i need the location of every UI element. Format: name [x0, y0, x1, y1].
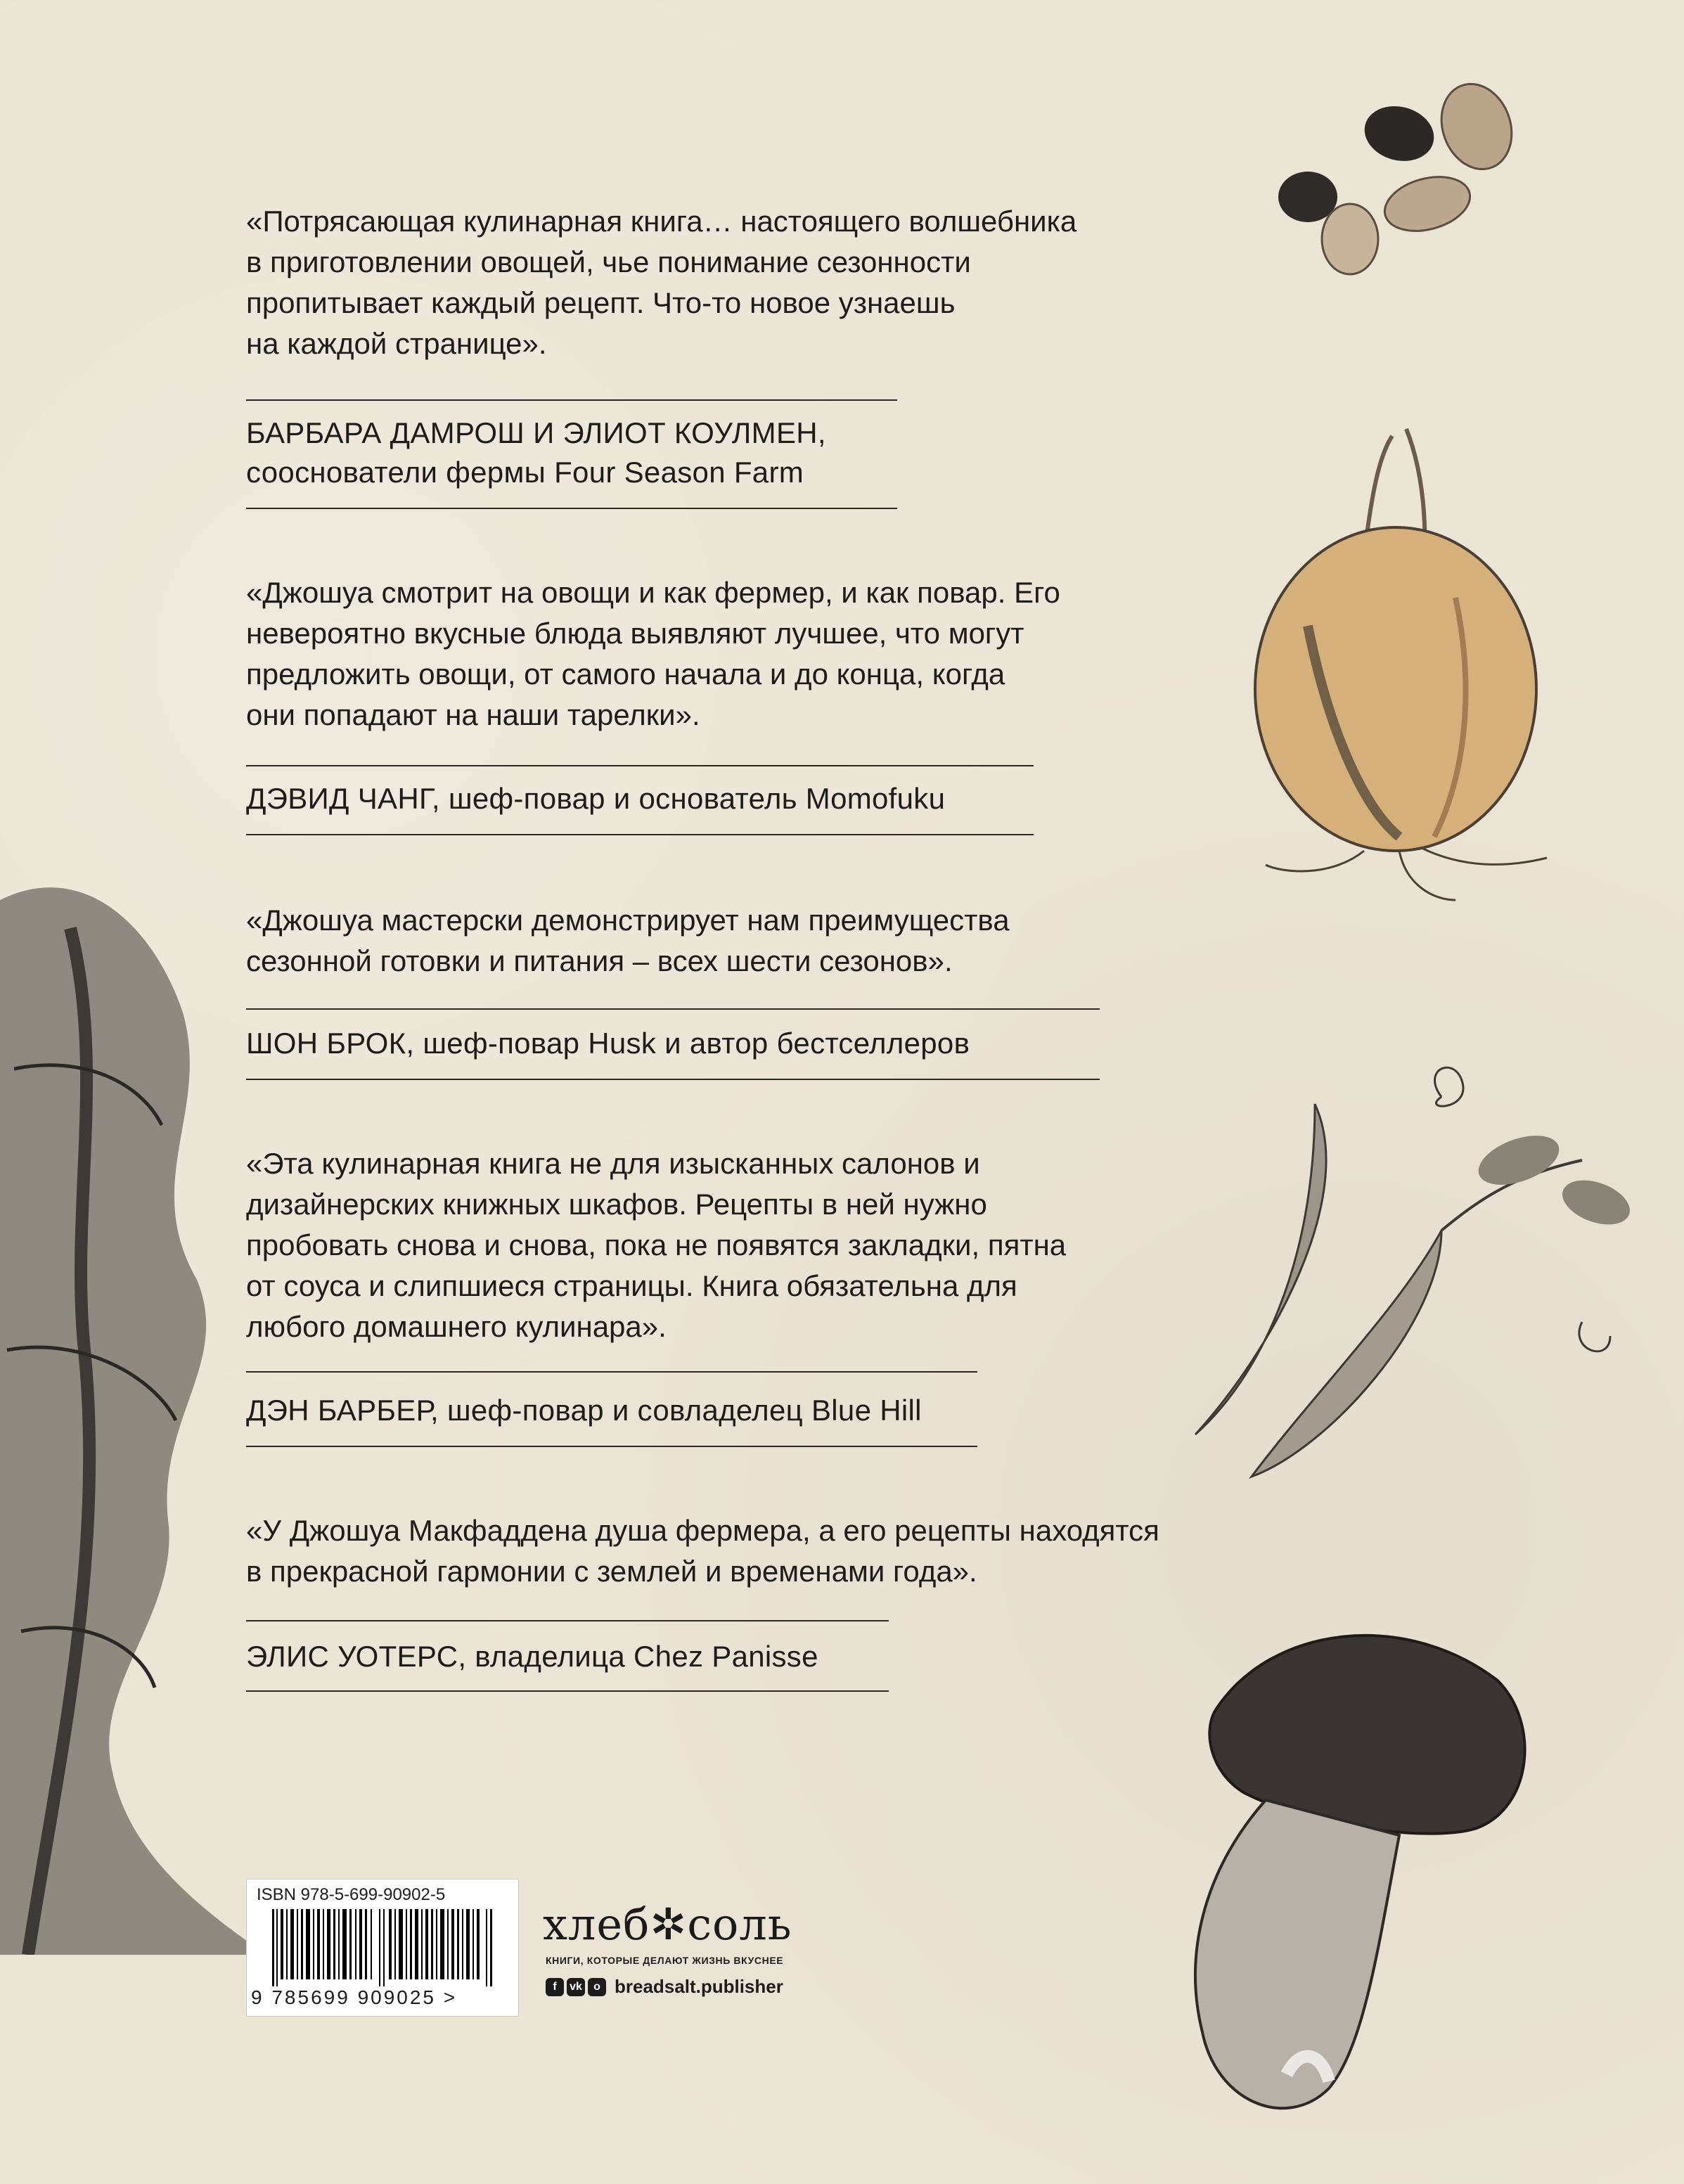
vk-icon[interactable]: vk: [567, 1978, 585, 1996]
barcode-number: 9 785699 909025 >: [251, 1986, 458, 2008]
publisher-logo: хлеб✲соль: [543, 1899, 792, 1950]
divider-rule: [246, 1008, 1100, 1010]
attribution: ДЭН БАРБЕР, шеф-повар и совладелец Blue Hill: [246, 1394, 922, 1427]
onion-illustration: [1223, 415, 1596, 907]
quote-text: «Эта кулинарная книга не для изысканных салонов и дизайнерских книжных шкафов. Рецепты в ней нужно пробовать снова и снова, пока не появятся закладки, пятна от соуса и слипшиеся страницы. Книга обязательна для любого домашнего кулинара».: [246, 1147, 1067, 1343]
divider-rule: [246, 1446, 977, 1447]
facebook-icon[interactable]: f: [546, 1978, 564, 1996]
barcode-bars: [272, 1909, 497, 1986]
social-links: [546, 1976, 783, 1998]
odnoklassniki-icon[interactable]: o: [588, 1978, 606, 1996]
mushroom-illustration: [1104, 1596, 1561, 2138]
beans-illustration: [1238, 70, 1533, 302]
attribution: ШОН БРОК, шеф-повар Husk и автор бестселлеров: [246, 1027, 970, 1060]
attribution: БАРБАРА ДАМРОШ И ЭЛИОТ КОУЛМЕН, сооснователи фермы Four Season Farm: [246, 416, 826, 489]
divider-rule: [246, 1620, 889, 1621]
divider-rule: [246, 834, 1034, 835]
divider-rule: [246, 1690, 889, 1692]
quote-text: «У Джошуа Макфаддена душа фермера, а его рецепты находятся в прекрасной гармонии с землей и временами года».: [246, 1514, 1159, 1588]
publisher-tagline: КНИГИ, КОТОРЫЕ ДЕЛАЮТ ЖИЗНЬ ВКУСНЕЕ: [546, 1955, 784, 1966]
divider-rule: [246, 508, 897, 509]
attribution: ДЭВИД ЧАНГ, шеф-повар и основатель Momofuku: [246, 782, 946, 815]
isbn-label: ISBN 978-5-699-90902-5: [257, 1885, 446, 1904]
divider-rule: [246, 765, 1034, 766]
peas-illustration: [1188, 1055, 1652, 1491]
social-handle[interactable]: breadsalt.publisher: [615, 1976, 783, 1997]
quote-text: «Джошуа смотрит на овощи и как фермер, и как повар. Его невероятно вкусные блюда выявляют лучшее, что могут предложить овощи, от самого начала и до конца, когда они попадают на наши тарелки».: [246, 576, 1060, 731]
quote-text: «Джошуа мастерски демонстрирует нам преимущества сезонной готовки и питания – всех шести сезонов».: [246, 904, 1010, 977]
attribution: ЭЛИС УОТЕРС, владелица Chez Panisse: [246, 1640, 818, 1673]
barcode: [246, 1879, 519, 2017]
kale-illustration: [0, 858, 281, 1955]
quote-text: «Потрясающая кулинарная книга… настоящего волшебника в приготовлении овощей, чье понимание сезонности пропитывает каждый рецепт. Что-то новое узнаешь на каждой странице».: [246, 205, 1077, 360]
divider-rule: [246, 1079, 1100, 1080]
divider-rule: [246, 399, 897, 401]
divider-rule: [246, 1371, 977, 1373]
